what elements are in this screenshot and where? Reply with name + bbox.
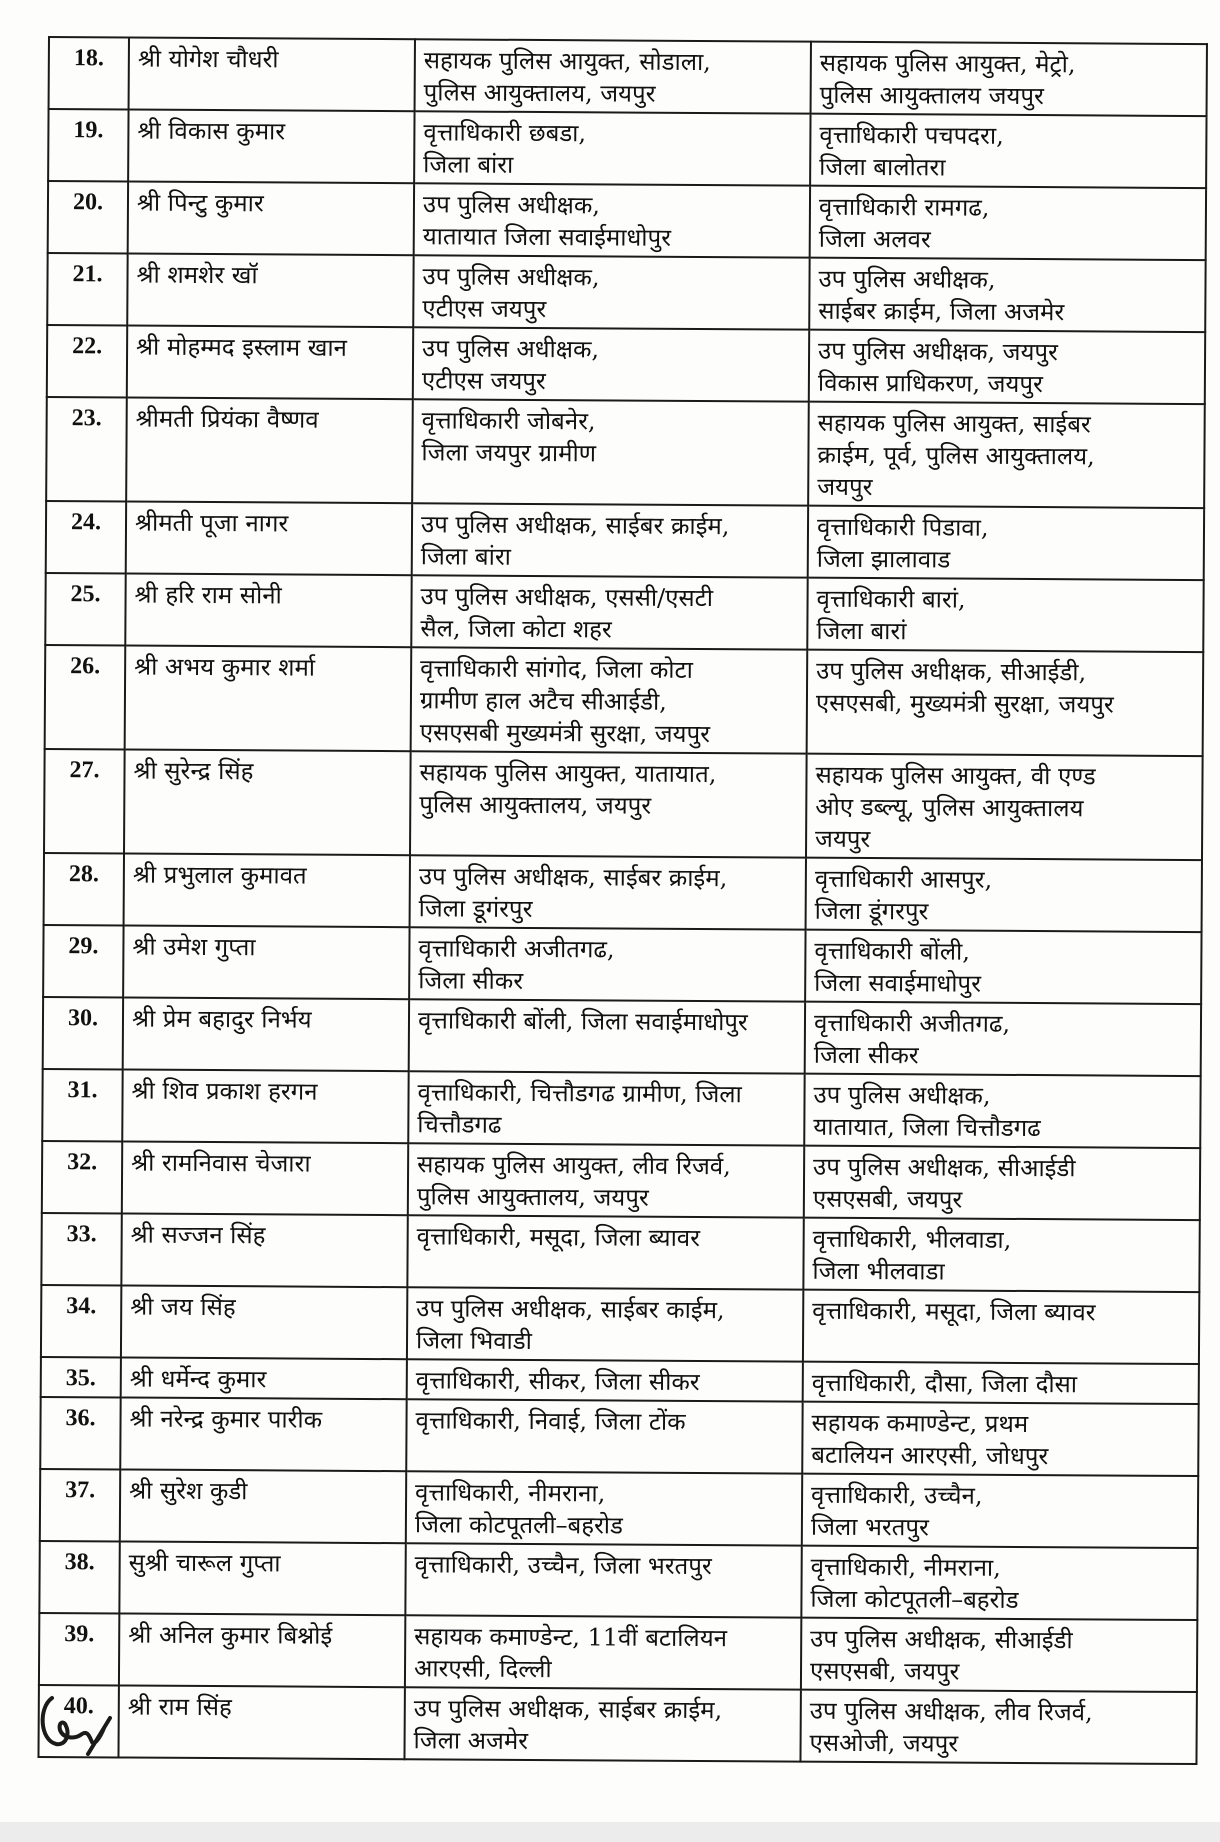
table-row	[48, 181, 1206, 260]
officer-name: श्रीमती पूजा नागर	[126, 501, 412, 575]
serial-number: 26.	[45, 645, 126, 749]
new-posting: वृत्ताधिकारी पिडावा, जिला झालावाड	[808, 506, 1204, 580]
new-posting: उप पुलिस अधीक्षक, जयपुर विकास प्राधिकरण, जयपुर	[809, 330, 1205, 404]
officer-name: श्री सुरेन्द्र सिंह	[124, 749, 411, 855]
serial-number: 37.	[40, 1469, 120, 1541]
table-row	[46, 501, 1204, 580]
new-posting: सहायक पुलिस आयुक्त, साईबर क्राईम, पूर्व, पुलिस आयुक्तालय, जयपुर	[808, 402, 1205, 508]
new-posting: वृत्ताधिकारी बारां, जिला बारां	[807, 578, 1203, 652]
current-posting: वृत्ताधिकारी छबडा, जिला बांरा	[414, 111, 810, 185]
officer-name: श्री धर्मेन्द कुमार	[121, 1357, 407, 1399]
new-posting: उप पुलिस अधीक्षक, सीआईडी एसएसबी, जयपुर	[801, 1618, 1197, 1692]
current-posting: सहायक पुलिस आयुक्त, सोडाला, पुलिस आयुक्तालय, जयपुर	[415, 39, 811, 113]
officer-name: श्री मोहम्मद इस्लाम खान	[127, 325, 413, 399]
table-row	[45, 573, 1203, 652]
table-row	[40, 1397, 1198, 1476]
serial-number: 20.	[48, 181, 128, 253]
officer-name: श्री योगेश चौधरी	[129, 37, 415, 111]
serial-number: 27.	[44, 749, 125, 853]
new-posting: वृत्ताधिकारी, भीलवाडा, जिला भीलवाडा	[803, 1218, 1199, 1292]
current-posting: वृत्ताधिकारी जोबनेर, जिला जयपुर ग्रामीण	[412, 399, 809, 505]
new-posting: वृत्ताधिकारी, उच्चैन, जिला भरतपुर	[802, 1474, 1198, 1548]
officer-name: सुश्री चारूल गुप्ता	[119, 1541, 405, 1615]
current-posting: उप पुलिस अधीक्षक, साईबर क्राईम, जिला अजमेर	[404, 1687, 800, 1761]
officer-name: श्री विकास कुमार	[128, 109, 414, 183]
officer-name: श्री प्रेम बहादुर निर्भय	[123, 997, 409, 1071]
current-posting: सहायक पुलिस आयुक्त, लीव रिजर्व, पुलिस आयुक्तालय, जयपुर	[408, 1143, 804, 1217]
current-posting: उप पुलिस अधीक्षक, एटीएस जयपुर	[413, 327, 809, 401]
new-posting: वृत्ताधिकारी, मसूदा, जिला ब्यावर	[803, 1290, 1199, 1364]
serial-number: 23.	[46, 397, 127, 501]
current-posting: उप पुलिस अधीक्षक, साईबर क्राईम, जिला डूगंरपुर	[410, 855, 806, 929]
table-row	[41, 1285, 1199, 1364]
bottom-strip	[0, 1822, 1220, 1842]
new-posting: वृत्ताधिकारी, नीमराना, जिला कोटपूतली–बहरोड	[801, 1546, 1197, 1620]
serial-number: 32.	[42, 1141, 122, 1213]
new-posting: वृत्ताधिकारी आसपुर, जिला डूंगरपुर	[806, 858, 1202, 932]
officer-name: श्री नरेन्द्र कुमार पारीक	[120, 1397, 406, 1471]
current-posting: वृत्ताधिकारी, निवाई, जिला टोंक	[406, 1399, 802, 1473]
table-row	[44, 853, 1202, 932]
table-row	[49, 37, 1207, 116]
current-posting: वृत्ताधिकारी, चित्तौडगढ ग्रामीण, जिला चित्तौडगढ	[408, 1071, 804, 1145]
table-row	[44, 749, 1203, 860]
serial-number: 38.	[39, 1541, 119, 1613]
table-row	[42, 1141, 1200, 1220]
table-row	[39, 1613, 1197, 1692]
table-row	[41, 1213, 1199, 1292]
officer-name: श्रीमती प्रियंका वैष्णव	[126, 397, 413, 503]
serial-number: 30.	[43, 997, 123, 1069]
officer-name: श्री शमशेर खॉ	[127, 253, 413, 327]
serial-number: 28.	[44, 853, 124, 925]
new-posting: उप पुलिस अधीक्षक, लीव रिजर्व, एसओजी, जयपुर	[800, 1690, 1196, 1764]
current-posting: उप पुलिस अधीक्षक, साईबर क्राईम, जिला बांरा	[412, 503, 808, 577]
new-posting: वृत्ताधिकारी पचपदरा, जिला बालोतरा	[810, 114, 1206, 188]
table-row	[40, 1469, 1198, 1548]
serial-number: 33.	[41, 1213, 121, 1285]
table-row	[47, 253, 1205, 332]
serial-number: 18.	[49, 37, 129, 109]
new-posting: सहायक पुलिस आयुक्त, मेट्रो, पुलिस आयुक्तालय जयपुर	[811, 42, 1207, 116]
officer-name: श्री अनिल कुमार बिश्नोई	[119, 1613, 405, 1687]
current-posting: वृत्ताधिकारी बोंली, जिला सवाईमाधोपुर	[409, 999, 805, 1073]
serial-number: 25.	[45, 573, 125, 645]
current-posting: उप पुलिस अधीक्षक, साईबर काईम, जिला भिवाडी	[407, 1287, 803, 1361]
new-posting: उप पुलिस अधीक्षक, सीआईडी, एसएसबी, मुख्यमंत्री सुरक्षा, जयपुर	[807, 650, 1204, 756]
serial-number: 39.	[39, 1613, 119, 1685]
officer-name: श्री पिन्टु कुमार	[128, 181, 414, 255]
new-posting: सहायक पुलिस आयुक्त, वी एण्ड ओए डब्ल्यू, पुलिस आयुक्तालय जयपुर	[806, 754, 1203, 860]
current-posting: वृत्ताधिकारी, नीमराना, जिला कोटपूतली–बहरोड	[406, 1471, 802, 1545]
current-posting: सहायक पुलिस आयुक्त, यातायात, पुलिस आयुक्तालय, जयपुर	[410, 751, 807, 857]
new-posting: उप पुलिस अधीक्षक, सीआईडी एसएसबी, जयपुर	[804, 1146, 1200, 1220]
signature-icon	[30, 1668, 120, 1758]
officer-name: श्री अभय कुमार शर्मा	[125, 645, 412, 751]
table-row	[45, 645, 1204, 756]
serial-number: 24.	[46, 501, 126, 573]
officer-name: श्री हरि राम सोनी	[125, 573, 411, 647]
serial-number: 21.	[47, 253, 127, 325]
new-posting: सहायक कमाण्डेन्ट, प्रथम बटालियन आरएसी, जोधपुर	[802, 1402, 1198, 1476]
officer-name: श्री जय सिंह	[121, 1285, 407, 1359]
officer-name: श्री सुरेश कुडी	[120, 1469, 406, 1543]
serial-number: 22.	[47, 325, 127, 397]
serial-number: 35.	[41, 1357, 121, 1397]
current-posting: वृत्ताधिकारी, उच्चैन, जिला भरतपुर	[405, 1543, 801, 1617]
new-posting: वृत्ताधिकारी अजीतगढ, जिला सीकर	[805, 1002, 1201, 1076]
officer-name: श्री रामनिवास चेजारा	[122, 1141, 408, 1215]
current-posting: वृत्ताधिकारी, मसूदा, जिला ब्यावर	[407, 1215, 803, 1289]
table-row	[47, 325, 1205, 404]
table-row	[38, 1685, 1196, 1764]
officer-name: श्री राम सिंह	[118, 1685, 404, 1759]
officer-name: श्री शिव प्रकाश हरगन	[122, 1069, 408, 1143]
current-posting: वृत्ताधिकारी, सीकर, जिला सीकर	[407, 1359, 803, 1401]
serial-number: 34.	[41, 1285, 121, 1357]
table-row	[42, 1069, 1200, 1148]
new-posting: वृत्ताधिकारी, दौसा, जिला दौसा	[803, 1362, 1199, 1404]
serial-number: 40.	[38, 1685, 118, 1757]
current-posting: सहायक कमाण्डेन्ट, 11वीं बटालियन आरएसी, दिल्ली	[405, 1615, 801, 1689]
officer-name: श्री प्रभुलाल कुमावत	[124, 853, 410, 927]
table-row	[39, 1541, 1197, 1620]
serial-number: 31.	[42, 1069, 122, 1141]
serial-number: 19.	[48, 109, 128, 181]
new-posting: वृत्ताधिकारी रामगढ, जिला अलवर	[810, 186, 1206, 260]
current-posting: वृत्ताधिकारी सांगोद, जिला कोटा ग्रामीण हाल अटैच सीआईडी, एसएसबी मुख्यमंत्री सुरक्षा, जयपुर	[411, 647, 808, 753]
current-posting: उप पुलिस अधीक्षक, एटीएस जयपुर	[413, 255, 809, 329]
officer-name: श्री सज्जन सिंह	[121, 1213, 407, 1287]
serial-number: 29.	[43, 925, 123, 997]
current-posting: उप पुलिस अधीक्षक, यातायात जिला सवाईमाधोपुर	[414, 183, 810, 257]
new-posting: उप पुलिस अधीक्षक, साईबर क्राईम, जिला अजमेर	[809, 258, 1205, 332]
table-row	[43, 925, 1201, 1004]
table-row	[46, 397, 1205, 508]
table-row	[48, 109, 1206, 188]
current-posting: वृत्ताधिकारी अजीतगढ, जिला सीकर	[409, 927, 805, 1001]
officer-name: श्री उमेश गुप्ता	[123, 925, 409, 999]
table-row	[43, 997, 1201, 1076]
serial-number: 36.	[40, 1397, 120, 1469]
new-posting: उप पुलिस अधीक्षक, यातायात, जिला चित्तौडगढ	[804, 1074, 1200, 1148]
current-posting: उप पुलिस अधीक्षक, एससी/एसटी सैल, जिला कोटा शहर	[411, 575, 807, 649]
new-posting: वृत्ताधिकारी बोंली, जिला सवाईमाधोपुर	[805, 930, 1201, 1004]
table-row	[41, 1357, 1199, 1404]
transfer-table	[37, 36, 1207, 1765]
transfer-table-body	[38, 37, 1206, 1764]
